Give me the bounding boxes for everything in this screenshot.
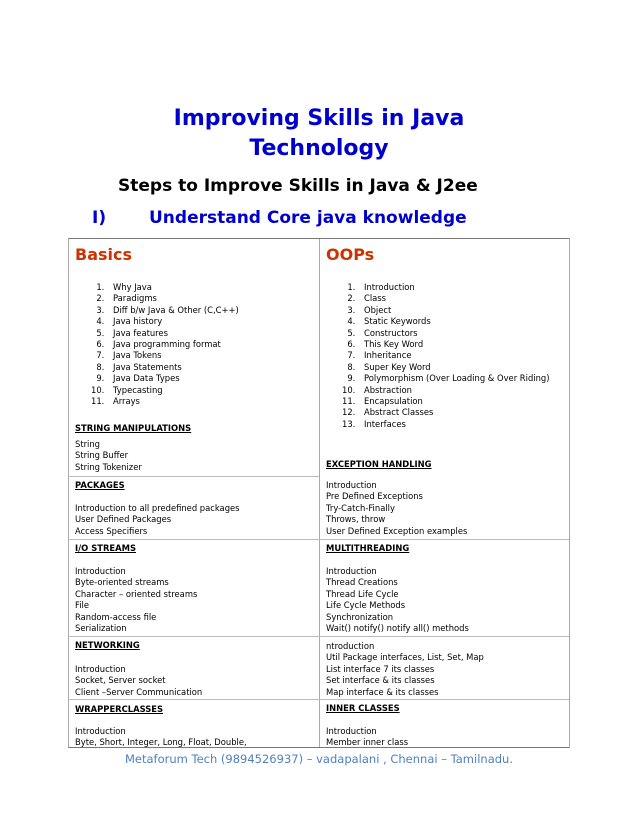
exception-handling-heading: EXCEPTION HANDLING (326, 459, 432, 469)
list-item: Set interface & its classes (326, 675, 435, 686)
packages-heading: PACKAGES (75, 480, 125, 490)
list-item: String Tokenizer (75, 461, 142, 472)
list-item: 4. Static Keywords (358, 316, 568, 327)
networking-heading: NETWORKING (75, 640, 140, 650)
string-manipulations-list (75, 439, 142, 473)
list-item: 7. Java Tokens (107, 350, 239, 361)
list-item: Random-access file (75, 611, 157, 622)
row-divider (69, 699, 319, 700)
networking-list (75, 664, 202, 698)
list-item: Wait() notify() notify all() methods (326, 623, 469, 634)
list-item: Introduction (75, 664, 126, 674)
list-item: Member inner class (326, 737, 409, 748)
multithreading-list (326, 566, 469, 634)
list-item: String (75, 439, 100, 449)
list-item: 5. Java features (107, 328, 239, 339)
inner-classes-heading: INNER CLASSES (326, 703, 400, 713)
list-item: 11. Encapsulation (358, 396, 568, 407)
multithreading-heading: MULTITHREADING (326, 543, 410, 553)
list-item: 2. Class (358, 293, 568, 304)
list-item: Socket, Server socket (75, 675, 166, 686)
list-item: Synchronization (326, 611, 394, 622)
list-item: Introduction to all predefined packages (75, 503, 240, 513)
title-line-2: Technology (249, 136, 389, 161)
list-item: Client –Server Communication (75, 686, 203, 697)
list-item: File (75, 600, 90, 611)
list-item: 10. Typecasting (107, 385, 239, 396)
list-item: Byte, Short, Integer, Long, Float, Double, (75, 737, 247, 748)
io-streams-heading: I/O STREAMS (75, 543, 136, 553)
list-item: Introduction (326, 480, 377, 490)
list-item: 10. Abstraction (358, 385, 568, 396)
list-item: 13. Interfaces (358, 419, 568, 430)
basics-heading: Basics (75, 245, 133, 264)
row-divider (319, 539, 569, 540)
column-divider (319, 239, 320, 747)
oops-list (326, 282, 568, 430)
list-item: Introduction (75, 726, 126, 736)
list-item: Throws, throw (326, 514, 386, 525)
list-item: 9. Polymorphism (Over Loading & Over Riding) (358, 373, 568, 384)
list-item: 4. Java history (107, 316, 239, 327)
list-item: Life Cycle Methods (326, 600, 406, 611)
list-item: Util Package interfaces, List, Set, Map (326, 652, 484, 663)
list-item: 2. Paradigms (107, 293, 239, 304)
list-item: 1. Introduction (358, 282, 568, 293)
footer: Metaforum Tech (9894526937) – vadapalani , Chennai – Tamilnadu. (125, 752, 513, 766)
list-item: Introduction (326, 566, 377, 576)
row-divider (319, 699, 569, 700)
basics-list (75, 282, 239, 407)
list-item: Try-Catch-Finally (326, 502, 395, 513)
exception-handling-list (326, 480, 467, 537)
inner-classes-list (326, 726, 408, 749)
list-item: 7. Inheritance (358, 350, 568, 361)
list-item: User Defined Exception examples (326, 525, 468, 536)
list-item: List interface 7 its classes (326, 663, 435, 674)
list-item: 11. Arrays (107, 396, 239, 407)
row-divider (69, 539, 319, 540)
string-manipulations-heading: STRING MANIPULATIONS (75, 423, 192, 433)
subtitle: Steps to Improve Skills in Java & J2ee (118, 176, 478, 196)
title-line-1: Improving Skills in Java (173, 106, 465, 131)
list-item: 6. Java programming format (107, 339, 239, 350)
list-item: 3. Object (358, 305, 568, 316)
list-item: String Buffer (75, 450, 129, 461)
row-divider (69, 476, 319, 477)
list-item: Pre Defined Exceptions (326, 491, 423, 502)
list-item: Map interface & its classes (326, 686, 439, 697)
list-item: Serialization (75, 623, 127, 634)
topics-table (68, 238, 570, 748)
list-item: User Defined Packages (75, 514, 172, 525)
section-number: I) (92, 208, 107, 228)
list-item: 6. This Key Word (358, 339, 568, 350)
list-item: 12. Abstract Classes (358, 407, 568, 418)
packages-list (75, 503, 240, 537)
list-item: Introduction (75, 566, 126, 576)
list-item: Thread Creations (326, 577, 398, 588)
list-item: 8. Java Statements (107, 362, 239, 373)
list-item: Character – oriented streams (75, 588, 198, 599)
wrapper-classes-heading: WRAPPERCLASSES (75, 704, 164, 714)
list-item: 9. Java Data Types (107, 373, 239, 384)
page-title (0, 104, 638, 164)
row-divider (69, 636, 319, 637)
wrapper-classes-list (75, 726, 247, 749)
list-item: 1. Why Java (107, 282, 239, 293)
collections-list (326, 641, 484, 698)
oops-heading: OOPs (326, 245, 375, 264)
section-text: Understand Core java knowledge (149, 208, 467, 228)
io-streams-list (75, 566, 197, 634)
list-item: 8. Super Key Word (358, 362, 568, 373)
list-item: Access Specifiers (75, 525, 148, 536)
list-item: 3. Diff b/w Java & Other (C,C++) (107, 305, 239, 316)
list-item: ntroduction (326, 641, 375, 651)
list-item: 5. Constructors (358, 328, 568, 339)
row-divider (319, 636, 569, 637)
list-item: Thread Life Cycle (326, 588, 399, 599)
list-item: Byte-oriented streams (75, 577, 169, 588)
list-item: Introduction (326, 726, 377, 736)
